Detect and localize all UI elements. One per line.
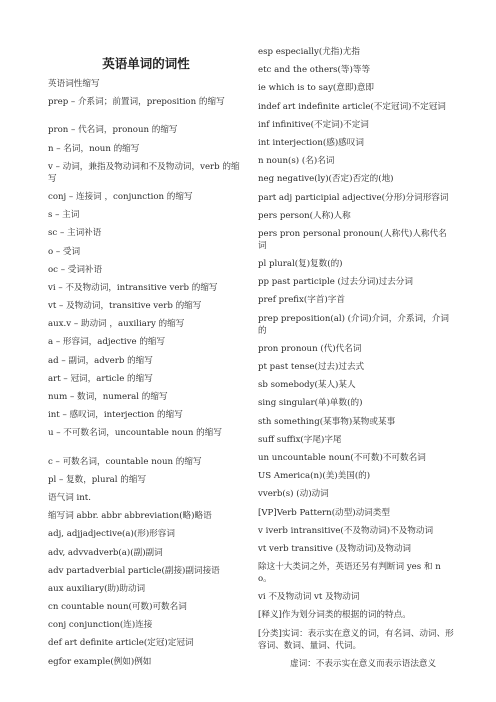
text-line: conj conjunction(连)连接 xyxy=(48,620,153,631)
text-line: prep preposition(al) (介词)介词，介系词，介词的 xyxy=(258,313,449,336)
text-line: n – 名词，noun 的缩写 xyxy=(48,143,140,154)
text-line: pl – 复数，plural 的缩写 xyxy=(48,474,147,485)
text-line: num – 数词，numeral 的缩写 xyxy=(48,392,168,402)
text-line: etc and the others(等)等等 xyxy=(258,65,371,76)
text-line: 英语词性缩写 xyxy=(48,79,100,89)
text-line: suff suffix(字尾)字尾 xyxy=(258,434,342,445)
text-line: indef art indefinite article(不定冠词)不定冠词 xyxy=(258,101,446,112)
text-line: ad – 副词，adverb 的缩写 xyxy=(48,355,153,366)
text-line: def art definite article(定冠)定冠词 xyxy=(48,638,194,649)
text-line: n noun(s) (名)名词 xyxy=(258,156,335,167)
text-line: 语气词 int. xyxy=(48,492,91,503)
text-line: inf infinitive(不定词)不定词 xyxy=(258,119,369,130)
text-line: adv partadverbial particle(副接)副词接语 xyxy=(48,565,220,576)
text-line: v – 动词，兼指及物动词和不及物动词，verb 的缩写 xyxy=(48,161,240,184)
text-line: part adj participial adjective(分形)分词形容词 xyxy=(258,192,449,203)
text-line: pron – 代名词，pronoun 的缩写 xyxy=(48,125,178,136)
text-line: pref prefix(字首)字首 xyxy=(258,295,345,306)
text-line: int – 感叹词，interjection 的缩写 xyxy=(48,410,183,421)
text-line: [释义]作为划分词类的根据的词的特点。 xyxy=(258,610,411,621)
text-line: o – 受词 xyxy=(48,246,81,257)
text-line: US America(n)(美)美国(的) xyxy=(258,471,371,482)
text-line: prep – 介系词；前置词，preposition 的缩写 xyxy=(48,97,225,108)
text-line: [VP]Verb Pattern(动型)动词类型 xyxy=(258,507,390,518)
text-line: sth something(某事物)某物或某事 xyxy=(258,416,396,427)
text-line: aux.v – 助动词 ，auxiliary 的缩写 xyxy=(48,319,185,330)
text-line: conj – 连接词 ，conjunction 的缩写 xyxy=(48,191,193,202)
right-column xyxy=(258,46,454,676)
text-line: art – 冠词，article 的缩写 xyxy=(48,373,153,384)
blank-line xyxy=(48,114,244,124)
text-line: pers person(人称)人称 xyxy=(258,210,351,221)
text-line: adj, adjjadjective(a)(形)形容词 xyxy=(48,529,175,540)
text-line: int interjection(感)感叹词 xyxy=(258,137,364,148)
text-line: pl plural(复)复数(的) xyxy=(258,259,343,270)
text-line: adv, advvadverb(a)(副)副词 xyxy=(48,547,163,558)
text-line: egfor example(例如)例如 xyxy=(48,656,152,667)
text-line: u – 不可数名词，uncountable noun 的缩写 xyxy=(48,428,222,439)
text-line: sing singular(单)单数(的) xyxy=(258,398,363,409)
text-line: vt – 及物动词，transitive verb 的缩写 xyxy=(48,301,202,312)
text-line: vi 不及物动词 vt 及物动词 xyxy=(258,592,360,603)
text-line: 除这十大类词之外，英语还另有判断词 yes 和 no。 xyxy=(258,562,441,585)
text-line: ie which is to say(意即)意即 xyxy=(258,83,375,94)
text-line: v iverb intransitive(不及物动词)不及物动词 xyxy=(258,525,434,536)
text-line: un uncountable noun(不可数)不可数名词 xyxy=(258,452,426,463)
text-line: pron pronoun (代)代名词 xyxy=(258,343,362,354)
text-line: neg negative(ly)(否定)否定的(地) xyxy=(258,174,394,185)
text-line: vverb(s) (动)动词 xyxy=(258,489,329,500)
left-column xyxy=(48,78,244,674)
text-line: cn countable noun(可数)可数名词 xyxy=(48,602,187,613)
text-line: pers pron personal pronoun(人称代)人称代名词 xyxy=(258,228,447,251)
text-line: oc – 受词补语 xyxy=(48,264,103,275)
text-line: 缩写词 abbr. abbr abbreviation(略)略语 xyxy=(48,511,212,522)
text-line: aux auxiliary(助)助动词 xyxy=(48,583,146,594)
text-line: [分类]实词：表示实在意义的词，有名词、动词、形容词、数词、量词、代词。 xyxy=(258,628,454,651)
text-line: c – 可数名词，countable noun 的缩写 xyxy=(48,456,202,467)
text-line: 虚词：不表示实在意义而表示语法意义 xyxy=(290,658,437,669)
blank-line xyxy=(48,446,244,456)
text-line: s – 主词 xyxy=(48,210,80,221)
text-line: a – 形容词，adjective 的缩写 xyxy=(48,337,166,348)
text-line: sc – 主词补语 xyxy=(48,228,102,239)
text-line: pt past tense(过去)过去式 xyxy=(258,362,365,372)
document-title: 英语单词的词性 xyxy=(102,56,190,71)
text-line: esp especially(尤指)尤指 xyxy=(258,47,360,57)
text-line: sb somebody(某人)某人 xyxy=(258,380,356,391)
text-line: vt verb transitive (及物动词)及物动词 xyxy=(258,543,412,554)
text-line: vi – 不及物动词，intransitive verb 的缩写 xyxy=(48,282,218,293)
text-line: pp past participle (过去分词)过去分词 xyxy=(258,277,413,288)
